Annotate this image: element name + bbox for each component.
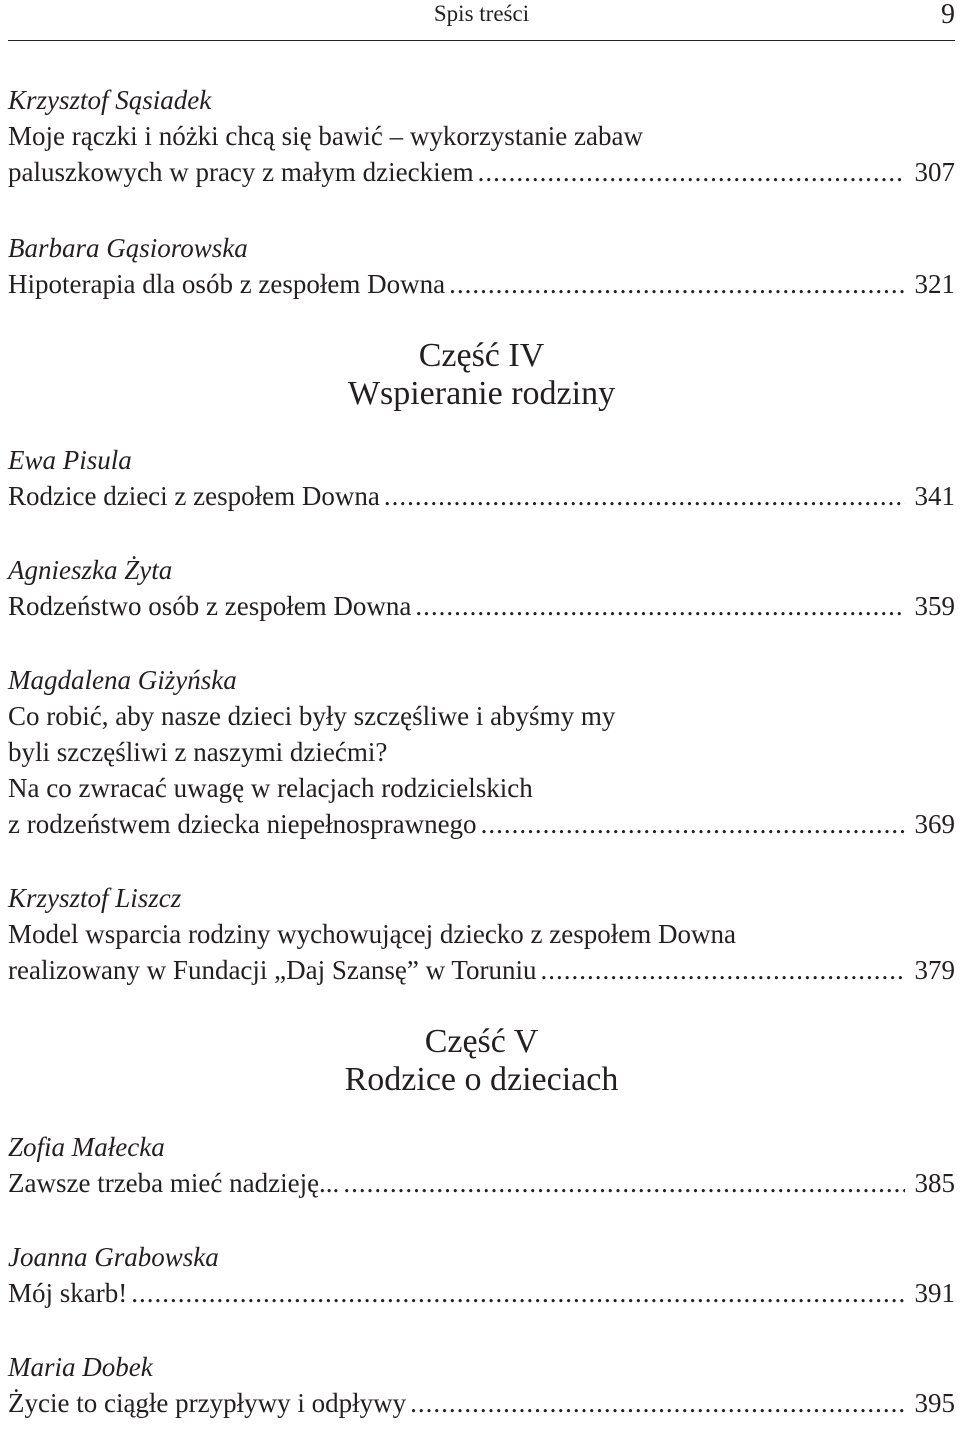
entry-page-number: 307 [914, 157, 955, 187]
header-page-number: 9 [941, 0, 955, 30]
entry-title: paluszkowych w pracy z małym dzieckiem [8, 157, 474, 187]
entry-author: Barbara Gąsiorowska [8, 233, 248, 263]
entry-title: Życie to ciągłe przypływy i odpływy [8, 1388, 407, 1418]
entry-title-last-line [8, 806, 955, 842]
entry-author: Agnieszka Żyta [8, 555, 173, 585]
dot-leader [131, 1275, 904, 1311]
toc-entry[interactable] [8, 442, 955, 514]
entry-author: Krzysztof Liszcz [8, 883, 182, 913]
part-number: Część V [424, 1023, 539, 1060]
entry-title: Rodzice dzieci z zespołem Downa [8, 481, 380, 511]
entry-title: Hipoterapia dla osób z zespołem Downa [8, 269, 446, 299]
entry-title: Zawsze trzeba mieć nadzieję... [8, 1168, 340, 1198]
entry-title-last-line [8, 1165, 955, 1201]
dot-leader [540, 952, 904, 988]
toc-entry[interactable] [8, 1129, 955, 1201]
entry-title-last-line [8, 1385, 955, 1421]
entry-author: Ewa Pisula [8, 445, 132, 475]
entry-title: z rodzeństwem dziecka niepełnosprawnego [8, 809, 477, 839]
entry-page-number: 321 [914, 269, 955, 299]
entry-title: realizowany w Fundacji „Daj Szansę” w Toruniu [8, 955, 537, 985]
part-heading [8, 337, 955, 413]
entry-page-number: 369 [914, 809, 955, 839]
entry-author: Maria Dobek [8, 1352, 153, 1382]
entry-title-line: Moje rączki i nóżki chcą się bawić – wykorzystanie zabaw [8, 121, 643, 151]
toc-entry[interactable] [8, 82, 955, 190]
entry-title-line: byli szczęśliwi z naszymi dziećmi? [8, 737, 388, 767]
entry-author: Magdalena Giżyńska [8, 665, 237, 695]
dot-leader [449, 266, 904, 302]
toc-entry[interactable] [8, 230, 955, 302]
dot-leader [478, 154, 905, 190]
entry-page-number: 341 [914, 481, 955, 511]
dot-leader [384, 478, 905, 514]
toc-entry[interactable] [8, 552, 955, 624]
entry-title: Mój skarb! [8, 1278, 128, 1308]
table-of-contents-page [8, 0, 955, 1421]
entry-author: Krzysztof Sąsiadek [8, 85, 212, 115]
entry-title-last-line [8, 1275, 955, 1311]
entry-title-last-line [8, 266, 955, 302]
entry-page-number: 395 [914, 1388, 955, 1418]
entry-page-number: 359 [914, 591, 955, 621]
entry-page-number: 385 [914, 1168, 955, 1198]
entry-title-last-line [8, 154, 955, 190]
dot-leader [481, 806, 905, 842]
header-title: Spis treści [433, 1, 530, 26]
toc-entry[interactable] [8, 880, 955, 988]
running-header [8, 0, 955, 41]
entry-page-number: 391 [914, 1278, 955, 1308]
dot-leader [410, 1385, 904, 1421]
entry-title-line: Co robić, aby nasze dzieci były szczęśliwe i abyśmy my [8, 701, 616, 731]
entry-title-last-line [8, 952, 955, 988]
entry-title-last-line [8, 588, 955, 624]
part-number: Część IV [418, 337, 545, 374]
toc-entry[interactable] [8, 662, 955, 842]
entry-author: Zofia Małecka [8, 1132, 165, 1162]
toc-entry[interactable] [8, 1349, 955, 1421]
entry-page-number: 379 [914, 955, 955, 985]
part-heading [8, 1023, 955, 1099]
dot-leader [415, 588, 904, 624]
entry-title-line: Model wsparcia rodziny wychowującej dziecko z zespołem Downa [8, 919, 736, 949]
entry-title-line: Na co zwracać uwagę w relacjach rodzicielskich [8, 773, 533, 803]
entry-title: Rodzeństwo osób z zespołem Downa [8, 591, 412, 621]
part-title: Rodzice o dzieciach [344, 1061, 619, 1098]
entry-author: Joanna Grabowska [8, 1242, 219, 1272]
entry-title-last-line [8, 478, 955, 514]
part-title: Wspieranie rodziny [347, 375, 616, 412]
toc-entry[interactable] [8, 1239, 955, 1311]
dot-leader [343, 1165, 904, 1201]
